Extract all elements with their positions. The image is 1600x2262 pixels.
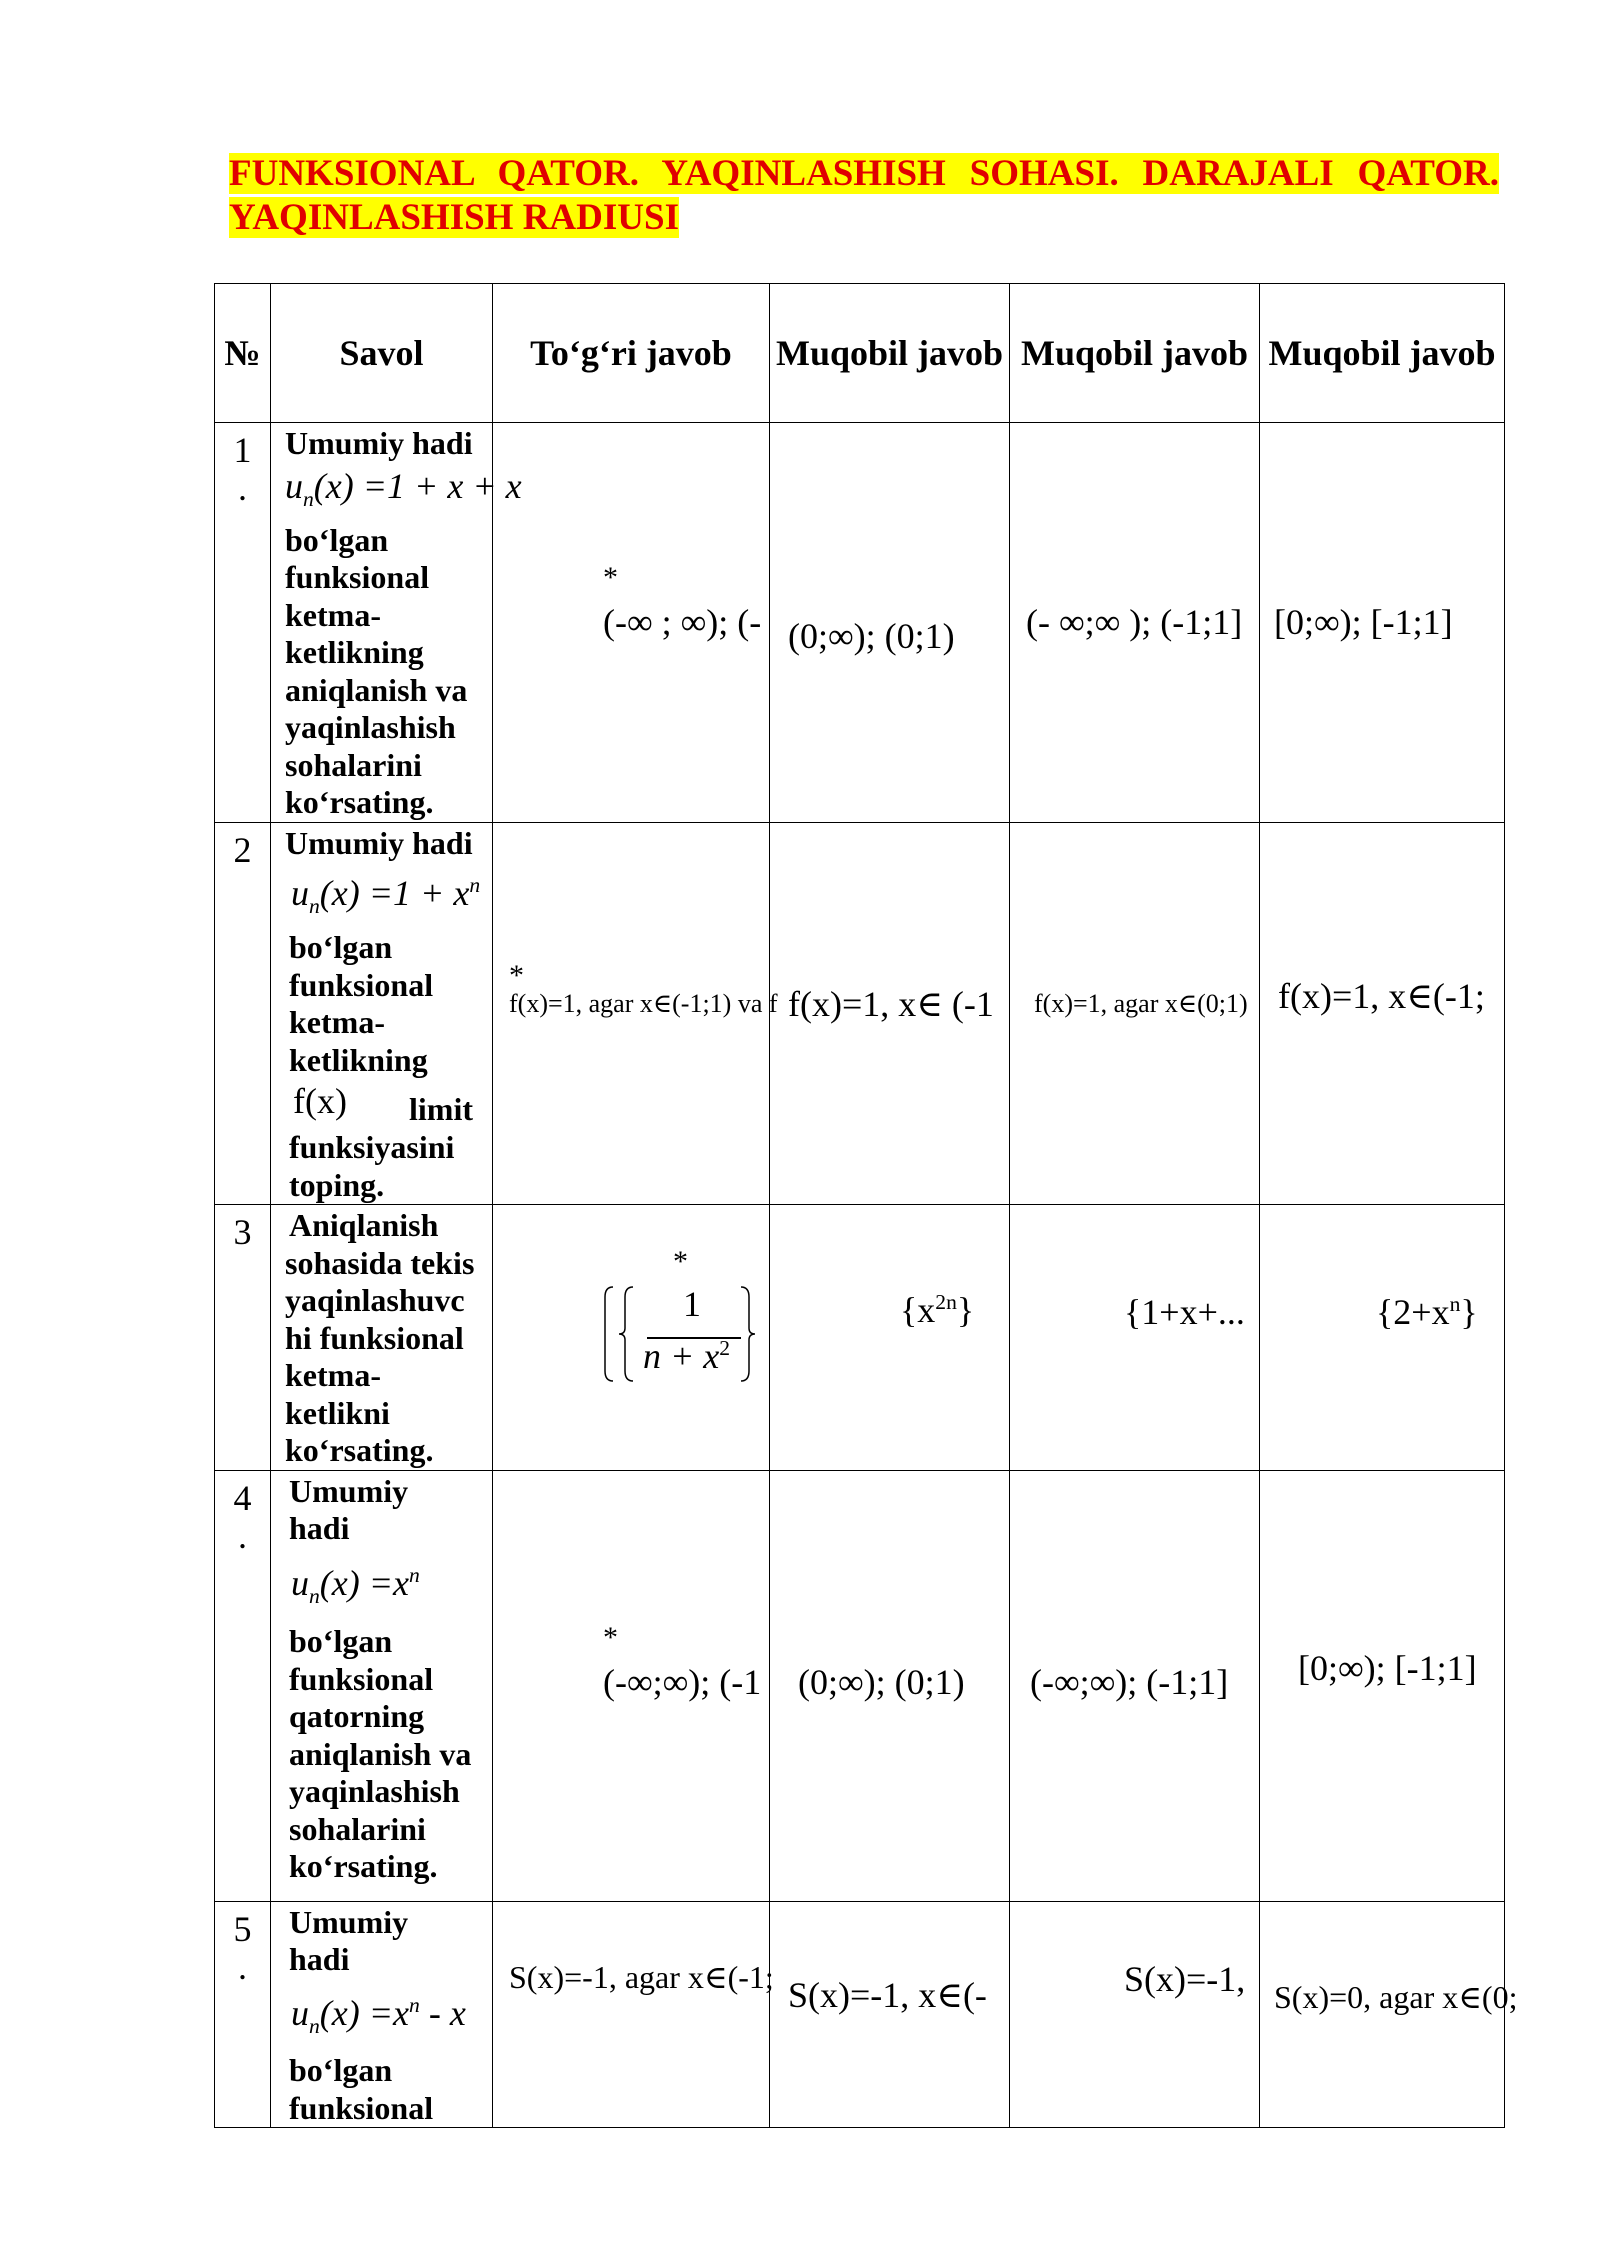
formula: $u_n(x) =1 + x + x$: [285, 465, 522, 511]
alternative-answer-cell: [1010, 1470, 1260, 1901]
header-number: №: [215, 284, 271, 423]
answer-text: (-∞;∞); (-1: [603, 1661, 762, 1702]
question-cell: Umumiy hadi $u_n(x) =1 + x + x$ bo‘lgan funksional ketma- ketlikning aniqlanish va yaqinlashish sohalarini ko‘rsating.: [271, 423, 493, 823]
fraction-formula: [603, 1283, 763, 1393]
alternative-answer-cell: [770, 1205, 1010, 1471]
answer-text: f(x)=1, x∈(-1;: [1278, 975, 1485, 1016]
correct-answer-cell: [493, 1205, 770, 1471]
correct-marker: *: [603, 561, 618, 594]
questions-table: [214, 283, 1518, 2128]
header-alternative-answer-2: Muqobil javob: [1010, 284, 1260, 423]
header-alternative-answer-3: Muqobil javob: [1260, 284, 1505, 423]
question-cell: Umumiy hadi $u_n(x) =x^n$ bo‘lgan funksional qatorning aniqlanish va yaqinlashish sohalarini ko‘rsating.: [271, 1470, 493, 1901]
answer-text: S(x)=-1, x∈(-: [788, 1974, 987, 2015]
correct-marker: *: [509, 958, 524, 992]
page-title: FUNKSIONAL QATOR. YAQINLASHISH SOHASI. DARAJALI QATOR. YAQINLASHISH RADIUSI: [229, 153, 1499, 238]
answer-text: (-∞;∞); (-1;1]: [1030, 1661, 1229, 1702]
question-cell: Umumiy hadi $u_n(x) =x^n - x$ bo‘lgan funksional: [271, 1901, 493, 2127]
table-row: [215, 822, 1505, 1205]
answer-text: S(x)=-1,: [1124, 1958, 1246, 1999]
answer-text: [0;∞); [-1;1]: [1298, 1647, 1477, 1688]
answer-text: {1+x+...: [1124, 1292, 1245, 1333]
row-number: 4 .: [215, 1470, 271, 1901]
answer-text: S(x)=-1, agar x∈(-1;: [509, 1958, 774, 1995]
header-correct-answer: To‘g‘ri javob: [493, 284, 770, 423]
alternative-answer-cell: [1010, 1205, 1260, 1471]
answer-text: S(x)=0, agar x∈(0;: [1274, 1978, 1518, 2015]
table-row: [215, 1205, 1505, 1471]
alternative-answer-cell: [770, 1901, 1010, 2127]
answer-text: (0;∞); (0;1): [798, 1661, 965, 1702]
header-alternative-answer-1: Muqobil javob: [770, 284, 1010, 423]
answer-text: (0;∞); (0;1): [788, 616, 955, 656]
table-row: [215, 1901, 1505, 2127]
answer-text: (-∞ ; ∞); (-: [603, 602, 762, 642]
alternative-answer-cell: [770, 822, 1010, 1205]
question-cell: Aniqlanish sohasida tekis yaqinlashuvc hi funksional ketma- ketlikni ko‘rsating.: [271, 1205, 493, 1471]
alternative-answer-cell: [1010, 822, 1260, 1205]
alternative-answer-cell: [1260, 423, 1505, 823]
table-row: [215, 423, 1505, 823]
answer-text: [0;∞); [-1;1]: [1274, 602, 1453, 642]
correct-answer-cell: [493, 822, 778, 1205]
answer-text: f(x)=1, x∈ (-1: [788, 983, 994, 1024]
alternative-answer-cell: [770, 1470, 1010, 1901]
fraction-denominator: $n + x^2$: [643, 1336, 731, 1377]
answer-text: $\{2+x^n\}$: [1376, 1292, 1478, 1333]
correct-answer-cell: [493, 423, 770, 823]
row-number: 1 .: [215, 423, 271, 823]
alternative-answer-cell: [1010, 1901, 1260, 2127]
correct-answer-cell: [493, 1901, 774, 2127]
alternative-answer-cell: [1260, 822, 1505, 1205]
row-number: 5 .: [215, 1901, 271, 2127]
alternative-answer-cell: [1260, 1205, 1505, 1471]
question-cell: Umumiy hadi $u_n(x) =1 + x^n$ bo‘lgan funksional ketma- ketlikning f(x) limit funksiyasini toping.: [271, 822, 493, 1205]
formula: $u_n(x) =x^n$: [291, 1562, 420, 1609]
header-question: Savol: [271, 284, 493, 423]
fraction-numerator: 1: [683, 1284, 701, 1325]
answer-text: $\{x^{2n}\}$: [900, 1290, 975, 1331]
correct-answer-cell: [493, 1470, 770, 1901]
header-row: [215, 284, 1505, 423]
alternative-answer-cell: [1010, 423, 1260, 823]
table-row: [215, 1470, 1505, 1901]
alternative-answer-cell: [1260, 1470, 1505, 1901]
fx-label: f(x): [293, 1081, 347, 1122]
answer-text: (- ∞;∞ ); (-1;1]: [1026, 602, 1243, 642]
correct-marker: *: [603, 1620, 618, 1654]
alternative-answer-cell: [1260, 1901, 1518, 2127]
formula: $u_n(x) =1 + x^n$: [291, 873, 481, 919]
row-number: 2: [215, 822, 271, 1205]
correct-marker: *: [673, 1245, 688, 1279]
row-number: 3: [215, 1205, 271, 1471]
formula: $u_n(x) =x^n - x$: [291, 1992, 466, 2039]
alternative-answer-cell: [770, 423, 1010, 823]
answer-text: f(x)=1, agar x∈(-1;1) va f: [509, 988, 778, 1018]
answer-text: f(x)=1, agar x∈(0;1): [1034, 988, 1248, 1018]
